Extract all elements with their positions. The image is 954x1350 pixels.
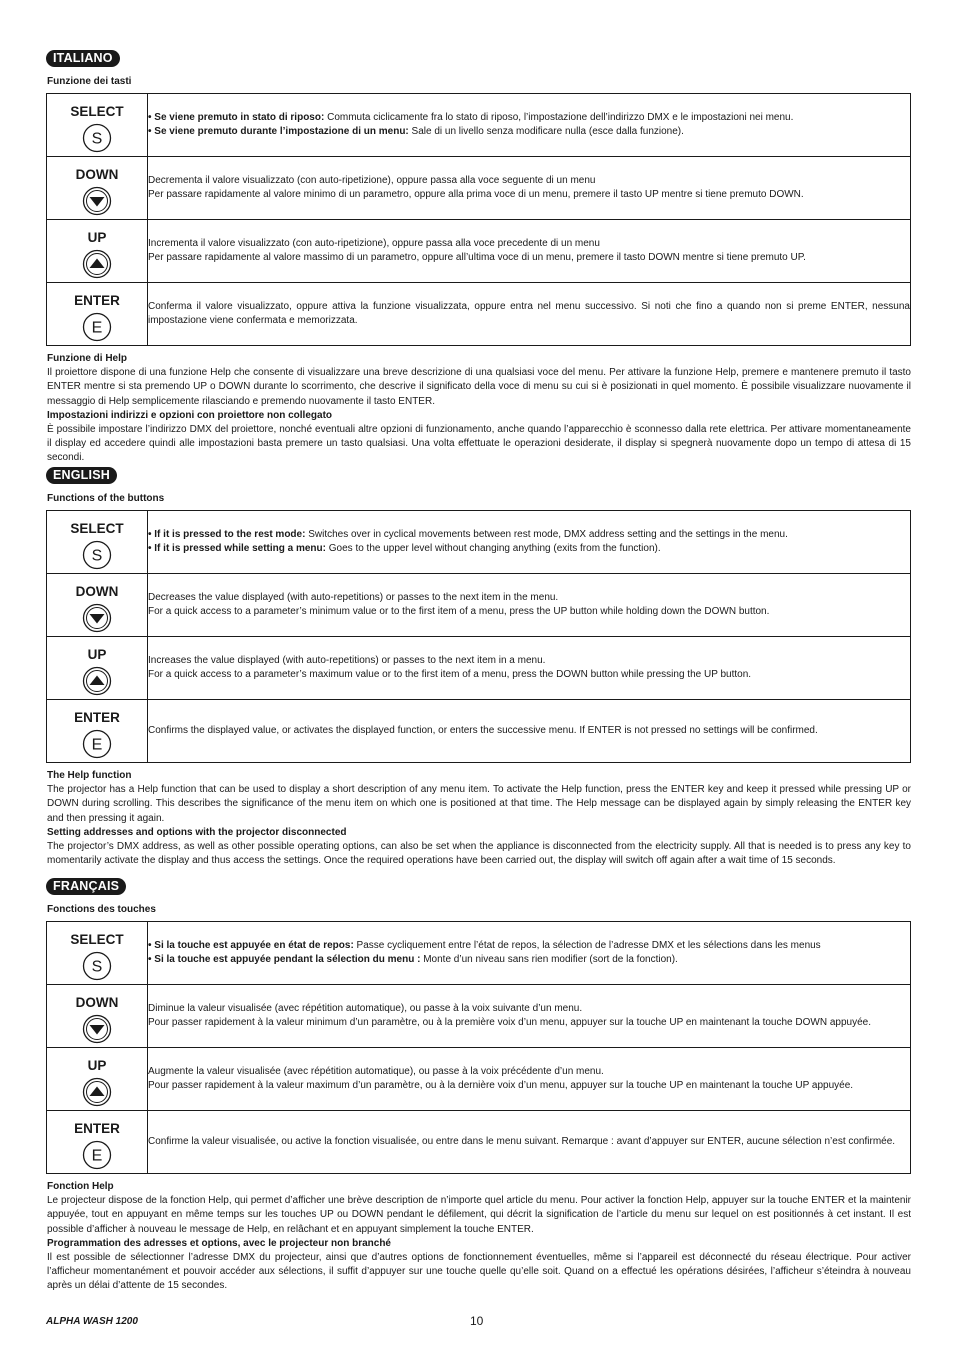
key-label: ENTER <box>74 1120 120 1136</box>
section-italiano <box>46 49 911 466</box>
description-line: For a quick access to a parameter’s maximum value or to the first item of a menu, press the DOWN button while pressing the UP button. <box>148 669 752 680</box>
description-line: • Si la touche est appuyée en état de repos: Passe cycliquement entre l’état de repos, la sélection de l’adresse DMX et les sélections dans les menus <box>148 939 821 951</box>
key-description <box>148 700 911 763</box>
key-row-down <box>47 574 911 637</box>
description-line: • Se viene premuto in stato di riposo: Commuta ciclicamente fra lo stato di riposo, l’impostazione dell’indirizzo DMX e le impostazioni nei menu. <box>148 111 794 123</box>
key-label: SELECT <box>70 931 124 947</box>
key-row-enter <box>47 700 911 763</box>
functions-title: Funzione dei tasti <box>47 76 132 87</box>
description-bold-lead: • If it is pressed to the rest mode: <box>148 528 306 540</box>
functions-title: Fonctions des touches <box>47 904 156 915</box>
description-line: Confirme la valeur visualisée, ou active la fonction visualisée, ou entre dans le menu suivant. Remarque : avant d’appuyer sur ENTER, aucune sélection n’est confirmée. <box>148 1135 896 1147</box>
key-row-enter <box>47 283 911 346</box>
description-line: Diminue la valeur visualisée (avec répétition automatique), ou passe à la voix suivante d’un menu. <box>148 1002 583 1014</box>
key-cell <box>47 922 148 985</box>
key-cell <box>47 1111 148 1174</box>
language-badge: ITALIANO <box>46 50 120 67</box>
key-label: UP <box>87 229 107 245</box>
key-row-up <box>47 637 911 700</box>
settings-title: Impostazioni indirizzi e opzioni con proiettore non collegato <box>47 409 333 421</box>
key-label: UP <box>87 646 107 662</box>
description-line: Per passare rapidamente al valore minimo di un parametro, oppure alla prima voce di un menu, premere il tasto UP mentre si tiene premuto DOWN. <box>148 189 804 200</box>
section-english <box>46 466 911 868</box>
key-row-enter <box>47 1111 911 1174</box>
help-title: Funzione di Help <box>47 353 127 364</box>
svg-text:S: S <box>91 958 103 975</box>
description-line: Incrementa il valore visualizzato (con auto-ripetizione), oppure passa alla voce precedente di un menu <box>148 237 600 249</box>
down-arrow-icon <box>82 1014 112 1044</box>
svg-text:E: E <box>91 736 103 753</box>
description-line: • If it is pressed to the rest mode: Switches over in cyclical movements between rest mode, DMX address setting and the settings in the menu. <box>148 528 788 540</box>
key-description <box>148 94 911 157</box>
up-arrow-icon <box>82 666 112 696</box>
settings-title: Programmation des adresses et options, avec le projecteur non branché <box>47 1237 391 1249</box>
help-text: Il proiettore dispone di una funzione Help che consente di visualizzare una breve descrizione di una qualsiasi voce del menu. Per attivare la funzione Help, premere e mantenere premuto il tasto ENTER mentre si sta premendo UP o DOWN durante lo scorrimento, che descrive il significato della voce di menu su cui si è posizionati in quel momento. È possibile visualizzare nuovamente il messaggio di Help semplicemente rilasciando e premendo nuovamente il tasto ENTER. <box>47 367 911 407</box>
select-s-icon <box>82 951 112 981</box>
key-label: SELECT <box>70 520 124 536</box>
key-cell <box>47 94 148 157</box>
key-cell <box>47 985 148 1048</box>
svg-text:S: S <box>91 547 103 564</box>
key-cell <box>47 700 148 763</box>
key-description <box>148 574 911 637</box>
svg-text:S: S <box>91 130 103 147</box>
help-title: Fonction Help <box>47 1181 114 1192</box>
up-arrow-icon <box>82 1077 112 1107</box>
key-description <box>148 1048 911 1111</box>
key-description <box>148 1111 911 1174</box>
help-block <box>46 352 911 466</box>
help-title: The Help function <box>47 770 132 781</box>
help-block <box>46 769 911 868</box>
description-line: Conferma il valore visualizzato, oppure attiva la funzione visualizzata, oppure entra nel menu successivo. Si noti che fino a quando non si preme ENTER, nessuna impostazione viene confermata e memorizzata. <box>148 300 910 326</box>
keys-table <box>46 93 911 346</box>
key-description <box>148 220 911 283</box>
page-number: 10 <box>470 1314 484 1328</box>
key-cell <box>47 157 148 220</box>
help-text: The projector has a Help function that can be used to display a short description of any menu item. To activate the Help function, press the ENTER key and keep it pressed while pressing UP or DOWN during scrolling. This describes the significance of the menu item on which one is positioned at that time. The Help message can be displayed again by simply releasing the ENTER key and then pressing it again. <box>47 784 911 824</box>
key-cell <box>47 637 148 700</box>
settings-title: Setting addresses and options with the projector disconnected <box>47 826 347 838</box>
functions-title: Functions of the buttons <box>47 493 165 504</box>
description-line: Increases the value displayed (with auto-repetitions) or passes to the next item in a menu. <box>148 654 546 666</box>
section-francais <box>46 877 911 1294</box>
key-row-select <box>47 511 911 574</box>
key-cell <box>47 283 148 346</box>
key-cell <box>47 220 148 283</box>
key-label: UP <box>87 1057 107 1073</box>
description-bold-lead: • Se viene premuto durante l’impostazione di un menu: <box>148 126 409 137</box>
keys-table <box>46 921 911 1174</box>
key-cell <box>47 574 148 637</box>
svg-text:E: E <box>91 319 103 336</box>
down-arrow-icon <box>82 186 112 216</box>
keys-table <box>46 510 911 763</box>
key-label: DOWN <box>75 583 119 599</box>
settings-text: Il est possible de sélectionner l’adresse DMX du projecteur, ainsi que d’autres options de fonctionnement éventuelles, même si l’appareil est déconnecté du réseau électrique. Pour activer l’afficheur momentanément et pouvoir accéder aux sélections, il suffit d’appuyer sur une touche quelle qu’elle soit. Quand on a effectué les opérations désirées, l’afficheur s’éteindra à nouveau après un délai d’attente de 15 secondes. <box>47 1252 911 1292</box>
language-badge: FRANÇAIS <box>46 878 126 895</box>
description-bold-lead: • Si la touche est appuyée en état de repos: <box>148 939 354 951</box>
enter-e-icon <box>82 1140 112 1170</box>
description-bold-lead: • If it is pressed while setting a menu: <box>148 543 326 554</box>
description-line: Augmente la valeur visualisée (avec répétition automatique), ou passe à la voix précédente d’un menu. <box>148 1065 604 1077</box>
key-row-down <box>47 985 911 1048</box>
key-description <box>148 283 911 346</box>
settings-text: È possibile impostare l’indirizzo DMX del proiettore, nonché eventuali altre opzioni di funzionamento, anche quando l’apparecchio è sconnesso dalla rete elettrica. Per attivare momentaneamente il display ed accedere quindi alle impostazioni basta premere un tasto qualsiasi. Una volta effettuate le operazioni desiderate, il display si spegnerà nuovamente dopo un tempo di attesa di 15 secondi. <box>47 424 911 464</box>
description-line: For a quick access to a parameter’s minimum value or to the first item of a menu, press the UP button while holding down the DOWN button. <box>148 606 770 617</box>
key-description <box>148 157 911 220</box>
description-line: Pour passer rapidement à la valeur maximum d’un paramètre, ou à la dernière voix d’un menu, appuyer sur la touche UP en maintenant la touche UP appuyée. <box>148 1080 854 1091</box>
select-s-icon <box>82 123 112 153</box>
description-line: Pour passer rapidement à la valeur minimum d’un paramètre, ou à la première voix d’un menu, appuyer sur la touche UP en maintenant la touche DOWN appuyée. <box>148 1017 871 1028</box>
description-line: Confirms the displayed value, or activates the displayed function, or enters the successive menu. If ENTER is not pressed no settings will be confirmed. <box>148 724 818 736</box>
enter-e-icon <box>82 729 112 759</box>
svg-text:E: E <box>91 1147 103 1164</box>
key-row-down <box>47 157 911 220</box>
key-description <box>148 985 911 1048</box>
enter-e-icon <box>82 312 112 342</box>
description-line: Per passare rapidamente al valore massimo di un parametro, oppure all’ultima voce di un menu, premere il tasto DOWN mentre si tiene premuto UP. <box>148 252 806 263</box>
description-line: Decrementa il valore visualizzato (con auto-ripetizione), oppure passa alla voce seguente di un menu <box>148 174 596 186</box>
help-text: Le projecteur dispose de la fonction Help, qui permet d’afficher une brève description de n’importe quel article du menu. Pour activer la fonction Help, appuyer sur la touche ENTER et la maintenir appuyée, tout en appuyant en même temps sur les touches UP ou DOWN pendant le défilement, qui décrit la signification de l’article du menu sur lequel on est positionnés à cet instant. Il est possible d’afficher à nouveau le message de Help, en relâchant et en appuyant simplement la touche ENTER. <box>47 1195 911 1235</box>
down-arrow-icon <box>82 603 112 633</box>
key-row-select <box>47 94 911 157</box>
description-bold-lead: • Se viene premuto in stato di riposo: <box>148 111 325 123</box>
select-s-icon <box>82 540 112 570</box>
key-label: DOWN <box>75 166 119 182</box>
key-row-select <box>47 922 911 985</box>
key-row-up <box>47 220 911 283</box>
key-cell <box>47 1048 148 1111</box>
up-arrow-icon <box>82 249 112 279</box>
key-row-up <box>47 1048 911 1111</box>
key-description <box>148 637 911 700</box>
key-description <box>148 922 911 985</box>
language-badge: ENGLISH <box>46 467 117 484</box>
key-label: ENTER <box>74 709 120 725</box>
help-block <box>46 1180 911 1294</box>
description-line: • If it is pressed while setting a menu: Goes to the upper level without changing anything (exits from the function). <box>148 543 661 554</box>
description-line: • Si la touche est appuyée pendant la sélection du menu : Monte d’un niveau sans rien modifier (sort de la fonction). <box>148 954 678 965</box>
description-line: Decreases the value displayed (with auto-repetitions) or passes to the next item in the menu. <box>148 591 559 603</box>
description-bold-lead: • Si la touche est appuyée pendant la sélection du menu : <box>148 954 421 965</box>
description-line: • Se viene premuto durante l’impostazione di un menu: Sale di un livello senza modificare nulla (esce dalla funzione). <box>148 126 684 137</box>
key-cell <box>47 511 148 574</box>
footer-model-name: ALPHA WASH 1200 <box>46 1316 138 1327</box>
key-label: DOWN <box>75 994 119 1010</box>
key-label: ENTER <box>74 292 120 308</box>
settings-text: The projector’s DMX address, as well as other possible operating options, can also be set when the appliance is disconnected from the electricity supply. All that is needed is to press any key to momentarily activate the display and thus access the settings. Once the required operations have been carried out, the display will switch off again after a wait time of 15 seconds. <box>47 841 911 867</box>
key-label: SELECT <box>70 103 124 119</box>
key-description <box>148 511 911 574</box>
